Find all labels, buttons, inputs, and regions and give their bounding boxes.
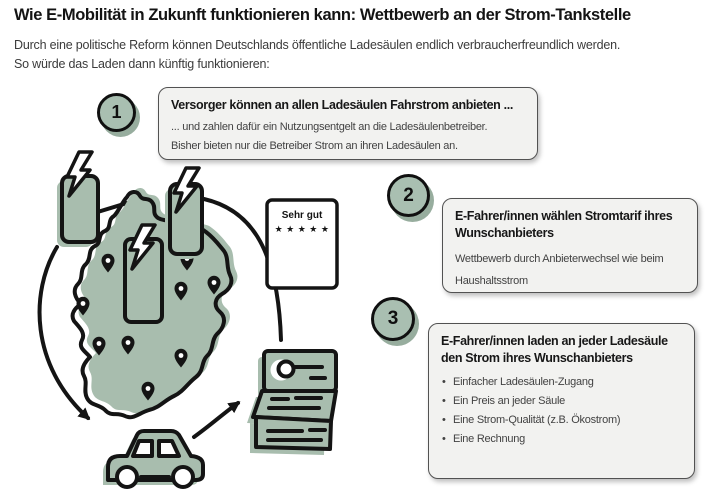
step-1-box (158, 87, 538, 160)
intro-line-1: Durch eine politische Reform können Deutschlands öffentliche Ladesäulen endlich verbraucherfreundlich werden. (14, 38, 621, 52)
car-icon (103, 431, 203, 487)
step-3-title: E-Fahrer/innen laden an jeder Ladesäule den Strom ihres Wunschanbieters (441, 334, 668, 365)
rating-card (267, 200, 337, 288)
step-1-digit: 1 (111, 102, 122, 122)
charging-station-icon-right (165, 168, 202, 259)
step-2-title: E-Fahrer/innen wählen Stromtarif ihres Wunschanbieters (455, 209, 673, 240)
intro-line-2: So würde das Laden dann künftig funktionieren: (14, 57, 270, 71)
step-1-title: Versorger können an allen Ladesäulen Fahrstrom anbieten ... (171, 98, 513, 112)
rating-stars: ★ ★ ★ ★ ★ (274, 224, 330, 234)
step-2-box (442, 198, 698, 293)
step-1-number (97, 93, 136, 132)
bullet-item: • Einfacher Ladesäulen-Zugang (441, 373, 682, 392)
step-1-body: ... und zahlen dafür ein Nutzungsentgelt an die Ladesäulenbetreiber. Bisher bieten nur die Betreiber Strom an ihren Ladesäulen an. (171, 121, 488, 152)
page-title: Wie E-Mobilität in Zukunft funktionieren kann: Wettbewerb an der Strom-Tankstelle (14, 6, 631, 24)
charging-station-icon-center (125, 225, 162, 322)
step-3-digit: 3 (387, 308, 399, 329)
car-to-receipt-arrow (194, 403, 238, 437)
bullet-item: • Ein Preis an jeder Säule (441, 392, 682, 411)
bullet-item: • Eine Strom-Qualität (z.B. Ökostrom) (441, 411, 682, 430)
step-3-bullets (441, 373, 682, 449)
step-3-number (371, 297, 415, 341)
step-2-body: Wettbewerb durch Anbieterwechsel wie beim Haushaltsstrom (455, 253, 664, 287)
step-3-box (428, 323, 695, 479)
rating-label: Sehr gut (281, 210, 323, 221)
charging-station-icon-left (57, 152, 98, 247)
receipt-icon (247, 351, 336, 455)
bullet-item: • Eine Rechnung (441, 430, 682, 449)
step-2-digit: 2 (403, 184, 414, 206)
step-2-number (387, 174, 430, 217)
